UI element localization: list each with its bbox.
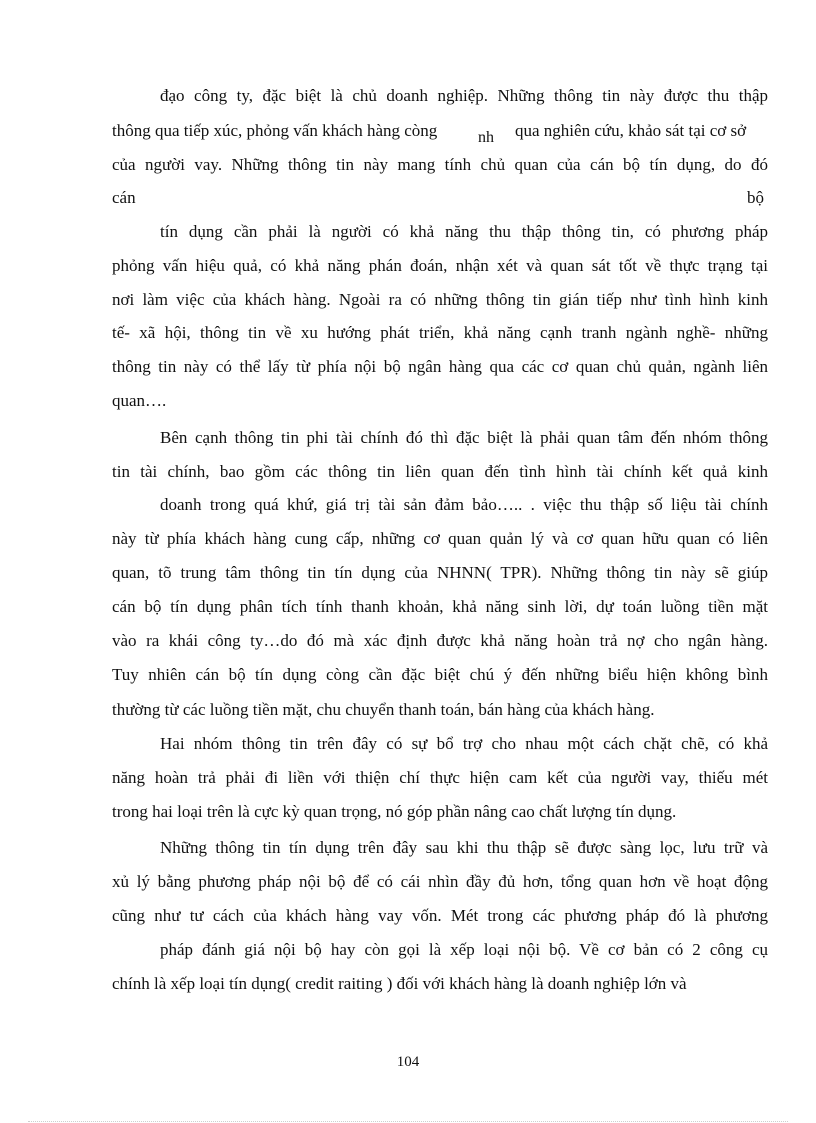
text-line-2c: qua nghiên cứu, khảo sát tại cơ sở — [515, 121, 747, 140]
text-line-17: vào ra khái công ty…do đó mà xác định được khả năng hoàn trả nợ cho ngân hàng. — [112, 631, 768, 650]
bottom-dotted-rule — [28, 1121, 788, 1122]
text-line-5: tín dụng cần phải là người có khả năng thu thập thông tin, có phương pháp — [160, 222, 768, 241]
text-line-24: xủ lý bằng phương pháp nội bộ để có cái nhìn đầy đủ hơn, tổng quan hơn về hoạt động — [112, 872, 768, 891]
text-line-26: pháp đánh giá nội bộ hay còn gọi là xếp loại nội bộ. Về cơ bản có 2 công cụ — [160, 940, 768, 959]
text-line-7: nơi làm việc của khách hàng. Ngoài ra có những thông tin gián tiếp như tình hình kinh — [112, 290, 768, 309]
page-number: 104 — [396, 1054, 420, 1070]
text-line-15: quan, tõ trung tâm thông tin tín dụng của NHNN( TPR). Những thông tin này sẽ giúp — [112, 563, 768, 582]
text-line-8: tế- xã hội, thông tin về xu hướng phát triển, khả năng cạnh tranh ngành nghề- những — [112, 323, 768, 342]
text-line-3: của người vay. Những thông tin này mang tính chủ quan của cán bộ tín dụng, do đó — [112, 155, 768, 174]
text-line-23: Những thông tin tín dụng trên đây sau khi thu thập sẽ được sàng lọc, lưu trữ và — [160, 838, 768, 857]
text-line-22: trong hai loại trên là cực kỳ quan trọng, nó góp phần nâng cao chất lượng tín dụng. — [112, 802, 677, 821]
text-line-4b: bộ — [747, 188, 764, 207]
text-line-6: phỏng vấn hiệu quả, có khả năng phán đoán, nhận xét và quan sát tốt về thực trạng tại — [112, 256, 768, 275]
text-line-1: đạo công ty, đặc biệt là chủ doanh nghiệp. Những thông tin này được thu thập — [160, 86, 768, 105]
text-line-25: cũng như tư cách của khách hàng vay vốn. Mét trong các phương pháp đó là phương — [112, 906, 768, 925]
text-line-12: tin tài chính, bao gồm các thông tin liên quan đến tình hình tài chính kết quả kinh — [112, 462, 768, 481]
text-line-2b: nh — [478, 129, 494, 146]
text-line-9: thông tin này có thể lấy từ phía nội bộ ngân hàng qua các cơ quan chủ quản, ngành liên — [112, 357, 768, 376]
text-line-27: chính là xếp loại tín dụng( credit raiting ) đối với khách hàng là doanh nghiệp lớn và — [112, 974, 687, 993]
text-line-21: năng hoàn trả phải đi liền với thiện chí thực hiện cam kết của người vay, thiếu mét — [112, 768, 768, 787]
text-line-4a: cán — [112, 188, 136, 207]
text-line-14: này từ phía khách hàng cung cấp, những cơ quan quản lý và cơ quan hữu quan có liên — [112, 529, 768, 548]
text-line-10: quan…. — [112, 391, 167, 410]
text-line-11: Bên cạnh thông tin phi tài chính đó thì đặc biệt là phải quan tâm đến nhóm thông — [160, 428, 768, 447]
text-line-16: cán bộ tín dụng phân tích tính thanh khoản, khả năng sinh lời, dự toán luồng tiền mặt — [112, 597, 768, 616]
text-line-19: thường từ các luồng tiền mặt, chu chuyển thanh toán, bán hàng của khách hàng. — [112, 700, 655, 719]
text-line-13: doanh trong quá khứ, giá trị tài sản đảm bảo….. . việc thu thập số liệu tài chính — [160, 495, 768, 514]
text-line-20: Hai nhóm thông tin trên đây có sự bổ trợ cho nhau một cách chặt chẽ, có khả — [160, 734, 768, 753]
text-line-2a: thông qua tiếp xúc, phỏng vấn khách hàng còng — [112, 121, 438, 140]
text-line-18: Tuy nhiên cán bộ tín dụng còng cần đặc biệt chú ý đến những biểu hiện không bình — [112, 665, 768, 684]
